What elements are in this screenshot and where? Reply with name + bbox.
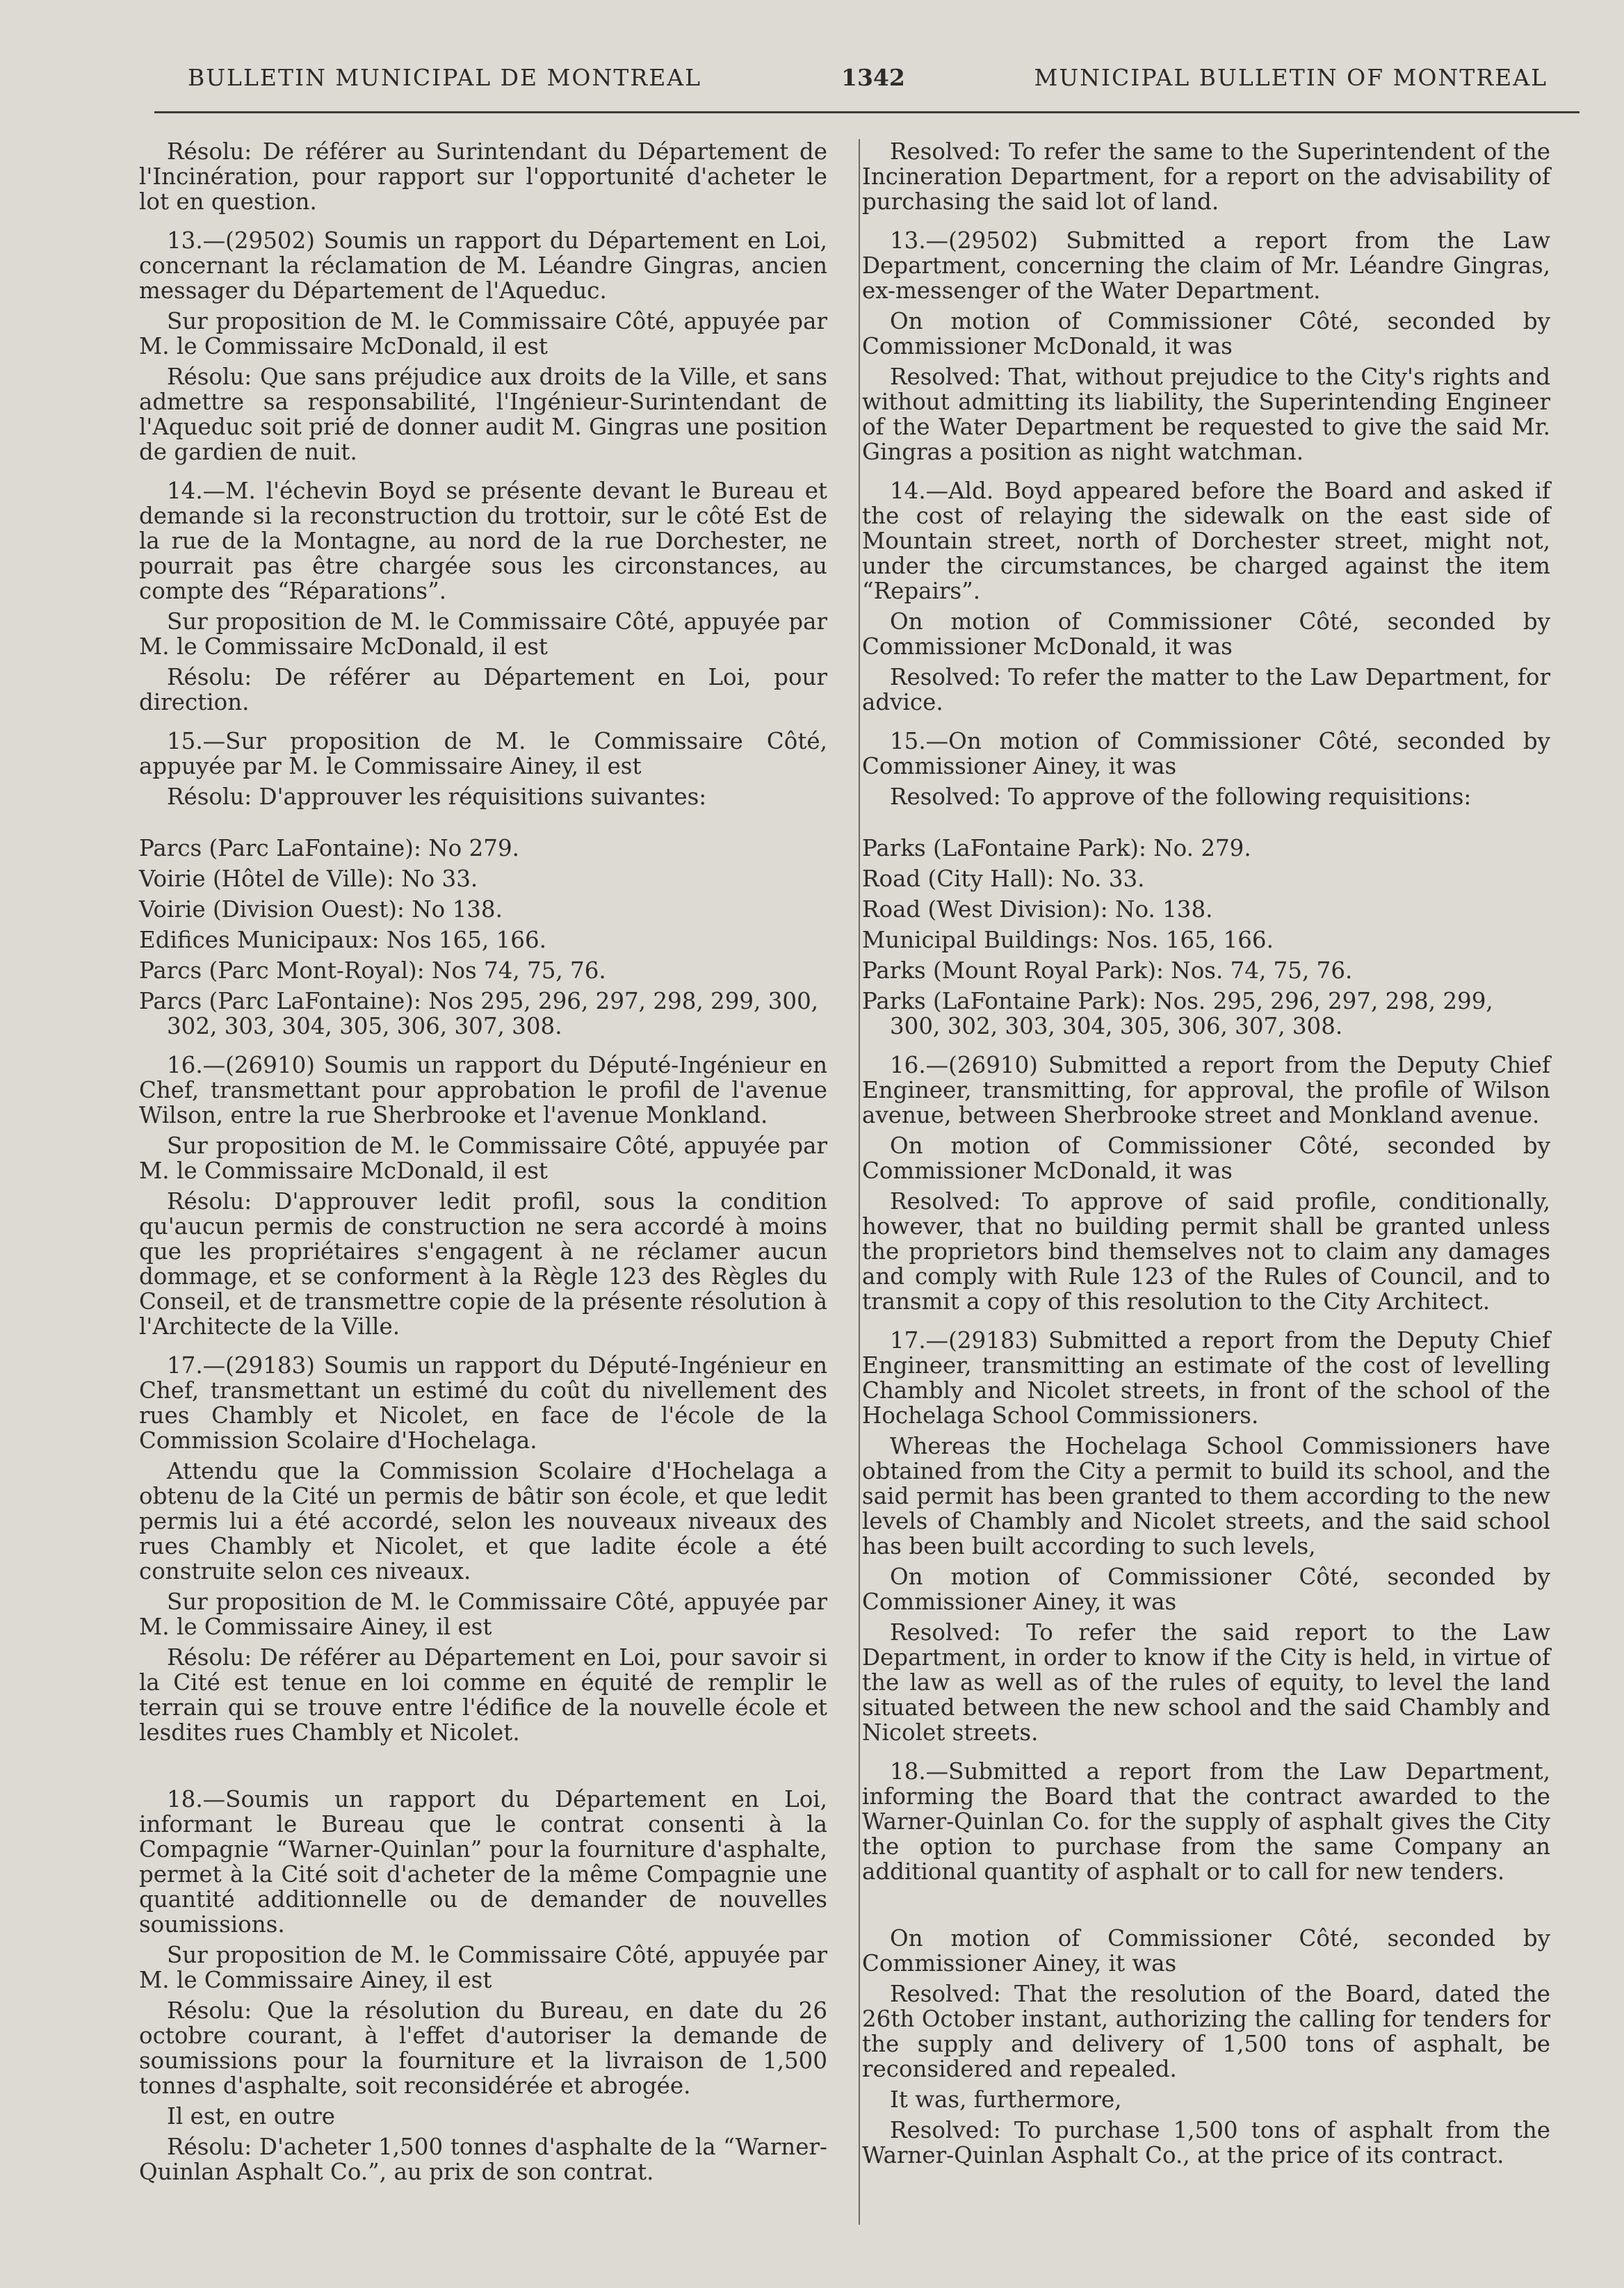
- fr-item-13-motion: Sur proposition de M. le Commissaire Côté, appuyée par M. le Commissaire McDonald, il est: [139, 308, 827, 359]
- en-item-18-motion: On motion of Commissioner Côté, seconded by Commissioner Ainey, it was: [862, 1925, 1550, 1977]
- en-item-14-report: 14.—Ald. Boyd appeared before the Board and asked if the cost of relaying the sidewalk on the east side of Mountain street, north of Dorchester street, might not, under the circumstances, be charged against the item “Repairs”.: [862, 478, 1550, 604]
- fr-item-17-resolution: Résolu: De référer au Département en Loi, pour savoir si la Cité est tenue en loi comme en équité de remplir le terrain qui se trouve entre l'édifice de la nouvelle école et lesdites rues Chambly et Nicolet.: [139, 1644, 827, 1746]
- en-item-15-resolution: Resolved: To approve of the following requisitions:: [890, 784, 1472, 810]
- en-item-18-report: 18.—Submitted a report from the Law Department, informing the Board that the contract awarded to the Warner-Quinlan Co. for the supply of asphalt gives the City the option to purchase from the same Company an additional quantity of asphalt or to call for new tenders.: [862, 1758, 1550, 1885]
- english-column: [862, 139, 1550, 2168]
- en-item-14-resolution: Resolved: To refer the matter to the Law Department, for advice.: [862, 664, 1550, 715]
- fr-requisition-item: Voirie (Division Ouest): No 138.: [139, 896, 503, 923]
- header-english-title: MUNICIPAL BULLETIN OF MONTREAL: [1034, 64, 1548, 91]
- en-item-17-report: 17.—(29183) Submitted a report from the Deputy Chief Engineer, transmitting an estimate of the cost of levelling Chambly and Nicolet streets, in front of the school of the Hochelaga School Commissioners.: [862, 1327, 1550, 1429]
- fr-item-13-resolution: Résolu: Que sans préjudice aux droits de la Ville, et sans admettre sa responsabilité, l'Ingénieur-Surintendant de l'Aqueduc soit prié de donner audit M. Gingras une position de gardien de nuit.: [139, 364, 827, 465]
- en-item-13-report: 13.—(29502) Submitted a report from the Law Department, concerning the claim of Mr. Léandre Gingras, ex-messenger of the Water Department.: [862, 227, 1550, 304]
- fr-item-17-motion: Sur proposition de M. le Commissaire Côté, appuyée par M. le Commissaire Ainey, il est: [139, 1589, 827, 1640]
- column-divider: [859, 139, 860, 2225]
- fr-item-16-report: 16.—(26910) Soumis un rapport du Député-Ingénieur en Chef, transmettant pour approbation le profil de l'avenue Wilson, entre la rue Sherbrooke et l'avenue Monkland.: [139, 1052, 827, 1128]
- en-item-13-resolution: Resolved: That, without prejudice to the City's rights and without admitting its liability, the Superintending Engineer of the Water Department be requested to give the said Mr. Gingras a position as night watchman.: [862, 364, 1550, 465]
- fr-item-15-resolution: Résolu: D'approuver les réquisitions suivantes:: [167, 784, 707, 810]
- fr-item-18-further: Il est, en outre: [167, 2103, 336, 2129]
- en-item-14-motion: On motion of Commissioner Côté, seconded by Commissioner McDonald, it was: [862, 608, 1550, 660]
- fr-item-14-report: 14.—M. l'échevin Boyd se présente devant le Bureau et demande si la reconstruction du trottoir, sur le côté Est de la rue de la Montagne, au nord de la rue Dorchester, ne pourrait pas être chargée sous les circonstances, au compte des “Réparations”.: [139, 478, 827, 604]
- fr-item-16-resolution: Résolu: D'approuver ledit profil, sous la condition qu'aucun permis de construction ne sera accordé à moins que les propriétaires s'engagent à ne réclamer aucun dommage, et se conforment à la Règle 123 des Règles du Conseil, et de transmettre copie de la présente résolution à l'Architecte de la Ville.: [139, 1188, 827, 1340]
- en-item-15-motion: 15.—On motion of Commissioner Côté, seconded by Commissioner Ainey, it was: [862, 728, 1550, 779]
- en-requisition-item: Parks (Mount Royal Park): Nos. 74, 75, 76.: [862, 957, 1353, 984]
- fr-requisition-list: [139, 836, 827, 1039]
- fr-requisition-item: Edifices Municipaux: Nos 165, 166.: [139, 927, 546, 953]
- fr-item-15-motion: 15.—Sur proposition de M. le Commissaire Côté, appuyée par M. le Commissaire Ainey, il est: [139, 728, 827, 779]
- en-requisition-item: Parks (LaFontaine Park): Nos. 295, 296, 297, 298, 299, 300, 302, 303, 304, 305, 306, 307, 308.: [862, 988, 1493, 1039]
- en-item-16-report: 16.—(26910) Submitted a report from the Deputy Chief Engineer, transmitting, for approval, the profile of Wilson avenue, between Sherbrooke street and Monkland avenue.: [862, 1052, 1550, 1128]
- fr-requisition-item: Parcs (Parc Mont-Royal): Nos 74, 75, 76.: [139, 957, 606, 984]
- en-item-18-resolution: Resolved: That the resolution of the Board, dated the 26th October instant, authorizing the calling for tenders for the supply and delivery of 1,500 tons of asphalt, be reconsidered and repealed.: [862, 1981, 1550, 2082]
- en-item-17-whereas: Whereas the Hochelaga School Commissioners have obtained from the City a permit to build its school, and the said permit has been granted to them according to the new levels of Chambly and Nicolet streets, and the said school has been built according to such levels,: [862, 1433, 1550, 1559]
- fr-item-17-whereas: Attendu que la Commission Scolaire d'Hochelaga a obtenu de la Cité un permis de bâtir son école, et que ledit permis lui a été accordé, selon les nouveaux niveaux des rues Chambly et Nicolet, et que ladite école a été construite selon ces niveaux.: [139, 1458, 827, 1584]
- fr-requisition-item: Voirie (Hôtel de Ville): No 33.: [139, 866, 478, 892]
- fr-item-18-report: 18.—Soumis un rapport du Département en Loi, informant le Bureau que le contrat consenti à la Compagnie “Warner-Quinlan” pour la fourniture d'asphalte, permet à la Cité soit d'acheter de la même Compagnie une quantité additionnelle ou de demander de nouvelles soumissions.: [139, 1786, 827, 1938]
- page-header: [188, 64, 1548, 96]
- en-requisition-item: Road (City Hall): No. 33.: [862, 866, 1145, 892]
- en-requisition-item: Road (West Division): No. 138.: [862, 896, 1213, 923]
- fr-item-18-resolution-2: Résolu: D'acheter 1,500 tonnes d'asphalte de la “Warner-Quinlan Asphalt Co.”, au prix de son contrat.: [139, 2134, 827, 2185]
- french-column: [139, 139, 827, 2184]
- fr-item-14-resolution: Résolu: De référer au Département en Loi, pour direction.: [139, 664, 827, 715]
- en-item-16-motion: On motion of Commissioner Côté, seconded by Commissioner McDonald, it was: [862, 1133, 1550, 1184]
- en-requisition-item: Municipal Buildings: Nos. 165, 166.: [862, 927, 1274, 953]
- fr-item-18-motion: Sur proposition de M. le Commissaire Côté, appuyée par M. le Commissaire Ainey, il est: [139, 1942, 827, 1993]
- en-item-13-motion: On motion of Commissioner Côté, seconded by Commissioner McDonald, it was: [862, 308, 1550, 359]
- page-number: 1342: [841, 64, 905, 91]
- en-item-17-resolution: Resolved: To refer the said report to the Law Department, in order to know if the City is held, in virtue of the law as well as of the rules of equity, to level the land situated between the new school and the said Chambly and Nicolet streets.: [862, 1619, 1550, 1746]
- fr-item-18-resolution: Résolu: Que la résolution du Bureau, en date du 26 octobre courant, à l'effet d'autoriser la demande de soumissions pour la fourniture et la livraison de 1,500 tonnes d'asphalte, soit reconsidérée et abrogée.: [139, 1997, 827, 2099]
- en-item-17-motion: On motion of Commissioner Côté, seconded by Commissioner Ainey, it was: [862, 1564, 1550, 1615]
- en-item-18-resolution-2: Resolved: To purchase 1,500 tons of asphalt from the Warner-Quinlan Asphalt Co., at the price of its contract.: [862, 2117, 1550, 2168]
- fr-intro-resolution: Résolu: De référer au Surintendant du Département de l'Incinération, pour rapport sur l'opportunité d'acheter le lot en question.: [139, 138, 827, 215]
- en-intro-resolution: Resolved: To refer the same to the Superintendent of the Incineration Department, for a report on the advisability of purchasing the said lot of land.: [862, 138, 1550, 215]
- fr-item-14-motion: Sur proposition de M. le Commissaire Côté, appuyée par M. le Commissaire McDonald, il est: [139, 608, 827, 660]
- en-requisition-list: [862, 836, 1550, 1039]
- fr-item-13-report: 13.—(29502) Soumis un rapport du Département en Loi, concernant la réclamation de M. Léandre Gingras, ancien messager du Département de l'Aqueduc.: [139, 227, 827, 304]
- fr-requisition-item: Parcs (Parc LaFontaine): Nos 295, 296, 297, 298, 299, 300, 302, 303, 304, 305, 306, 307, 308.: [139, 988, 819, 1039]
- fr-item-16-motion: Sur proposition de M. le Commissaire Côté, appuyée par M. le Commissaire McDonald, il est: [139, 1133, 827, 1184]
- fr-requisition-item: Parcs (Parc LaFontaine): No 279.: [139, 835, 519, 861]
- en-requisition-item: Parks (LaFontaine Park): No. 279.: [862, 835, 1251, 861]
- en-item-16-resolution: Resolved: To approve of said profile, conditionally, however, that no building permit shall be granted unless the proprietors bind themselves not to claim any damages and comply with Rule 123 of the Rules of Council, and to transmit a copy of this resolution to the City Architect.: [862, 1188, 1550, 1315]
- fr-item-17-report: 17.—(29183) Soumis un rapport du Député-Ingénieur en Chef, transmettant un estimé du coût du nivellement des rues Chambly et Nicolet, en face de l'école de la Commission Scolaire d'Hochelaga.: [139, 1352, 827, 1454]
- en-item-18-further: It was, furthermore,: [890, 2086, 1122, 2113]
- header-french-title: BULLETIN MUNICIPAL DE MONTREAL: [188, 64, 702, 91]
- header-rule: [154, 111, 1580, 113]
